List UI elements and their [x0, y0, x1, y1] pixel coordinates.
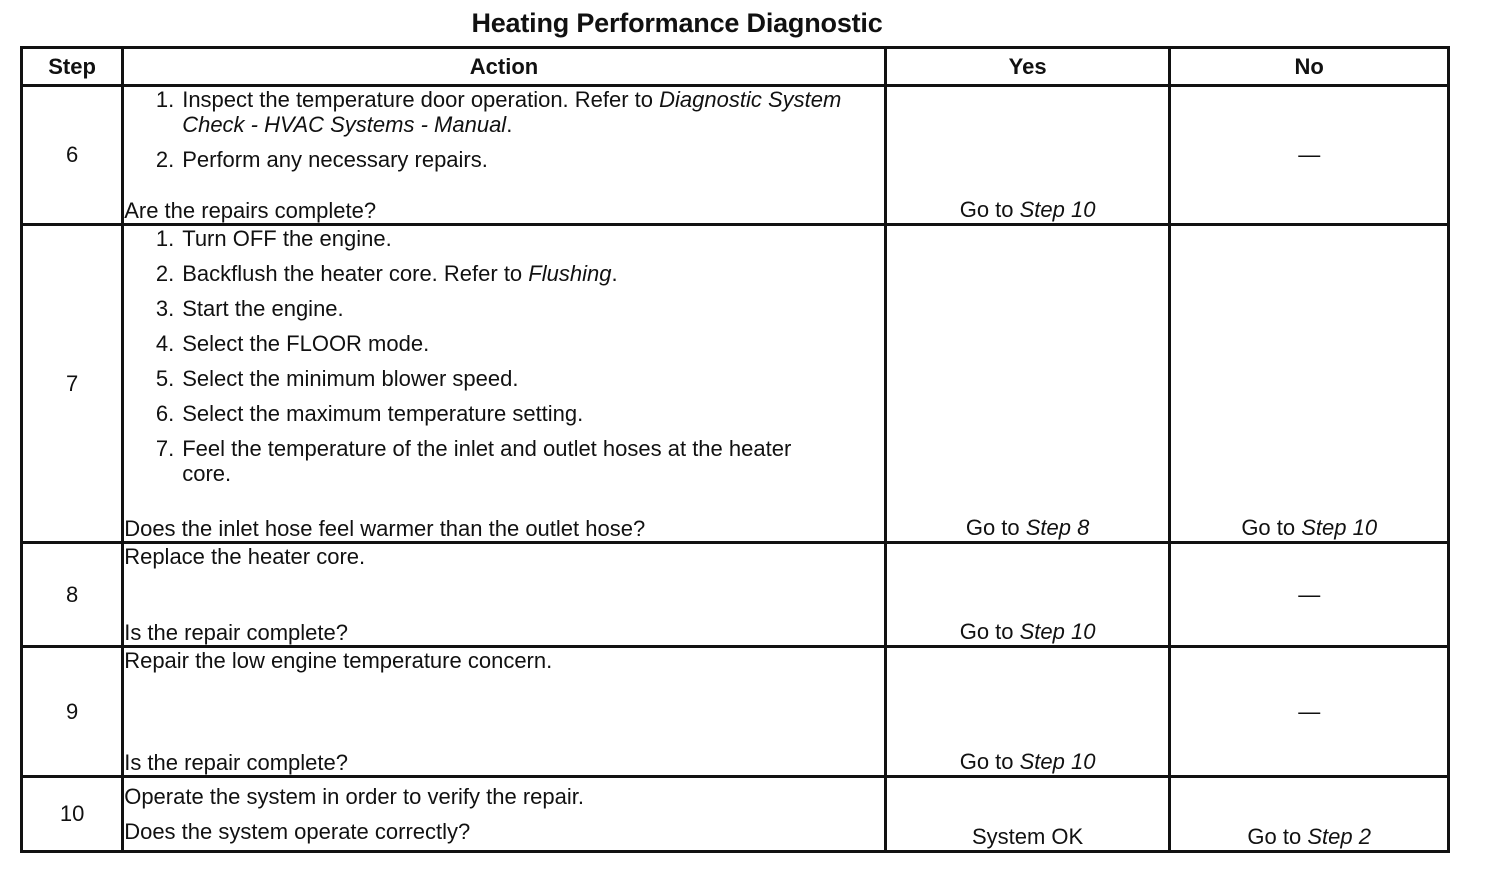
empty-dash: —	[1298, 698, 1321, 724]
no-cell: Go to Step 2	[1170, 777, 1449, 852]
step-number: 10	[22, 777, 123, 852]
empty-dash: —	[1298, 581, 1321, 607]
step-reference: Step 10	[1019, 619, 1096, 644]
list-item: 7. Feel the temperature of the inlet and outlet hoses at the heater core.	[155, 436, 792, 486]
yes-cell: Go to Step 10	[885, 86, 1170, 225]
action-steps	[124, 226, 884, 486]
list-item: 4. Select the FLOOR mode.	[155, 331, 430, 356]
list-item: 1. Inspect the temperature door operation. Refer to Diagnostic System Check - HVAC Systems - Manual.	[155, 87, 842, 137]
action-text: Replace the heater core.	[124, 544, 366, 569]
header-yes: Yes	[885, 48, 1170, 86]
step-number: 8	[22, 543, 123, 647]
table-row	[22, 225, 1449, 543]
question-text: Is the repair complete?	[124, 750, 348, 775]
step-reference: Step 10	[1019, 197, 1096, 222]
list-item: 6. Select the maximum temperature setting.	[155, 401, 584, 426]
table-header-row	[22, 48, 1449, 86]
result-text: System OK	[971, 824, 1084, 849]
list-item: 2. Perform any necessary repairs.	[155, 147, 488, 172]
yes-cell: Go to Step 10	[885, 543, 1170, 647]
action-steps	[124, 87, 884, 182]
page-title: Heating Performance Diagnostic	[471, 8, 883, 38]
empty-dash: —	[1298, 142, 1321, 167]
no-cell	[1170, 86, 1449, 225]
question-text: Does the inlet hose feel warmer than the outlet hose?	[124, 516, 646, 541]
header-step: Step	[22, 48, 123, 86]
action-text: Repair the low engine temperature concern.	[124, 648, 553, 673]
table-row	[22, 647, 1449, 777]
step-reference: Step 10	[1019, 749, 1096, 774]
question-text: Is the repair complete?	[124, 620, 348, 645]
no-cell: Go to Step 10	[1170, 225, 1449, 543]
reference-link: Flushing	[528, 261, 612, 286]
reference-link: Diagnostic System Check - HVAC Systems - Manual	[182, 87, 842, 137]
table-row	[22, 777, 1449, 852]
table-row	[22, 543, 1449, 647]
step-reference: Step 10	[1301, 515, 1378, 540]
diagnostic-table	[20, 46, 1450, 853]
action-cell	[123, 225, 886, 543]
question-text: Are the repairs complete?	[124, 198, 377, 223]
step-number: 6	[22, 86, 123, 225]
no-cell	[1170, 543, 1449, 647]
action-cell	[123, 543, 886, 647]
step-reference: Step 8	[1025, 515, 1090, 540]
list-item: 1. Turn OFF the engine.	[155, 226, 392, 251]
action-text: Operate the system in order to verify the repair.	[124, 784, 584, 809]
table-row	[22, 86, 1449, 225]
step-number: 9	[22, 647, 123, 777]
yes-cell: Go to Step 8	[885, 225, 1170, 543]
list-item: 3. Start the engine.	[155, 296, 344, 321]
step-reference: Step 2	[1307, 824, 1371, 849]
action-cell	[123, 86, 886, 225]
header-action: Action	[123, 48, 886, 86]
action-cell	[123, 647, 886, 777]
list-item: 2. Backflush the heater core. Refer to Flushing.	[155, 261, 618, 286]
action-cell	[123, 777, 886, 852]
step-number: 7	[22, 225, 123, 543]
header-no: No	[1170, 48, 1449, 86]
no-cell	[1170, 647, 1449, 777]
yes-cell: Go to Step 10	[885, 647, 1170, 777]
yes-cell	[885, 777, 1170, 852]
list-item: 5. Select the minimum blower speed.	[155, 366, 519, 391]
question-text: Does the system operate correctly?	[124, 819, 471, 844]
